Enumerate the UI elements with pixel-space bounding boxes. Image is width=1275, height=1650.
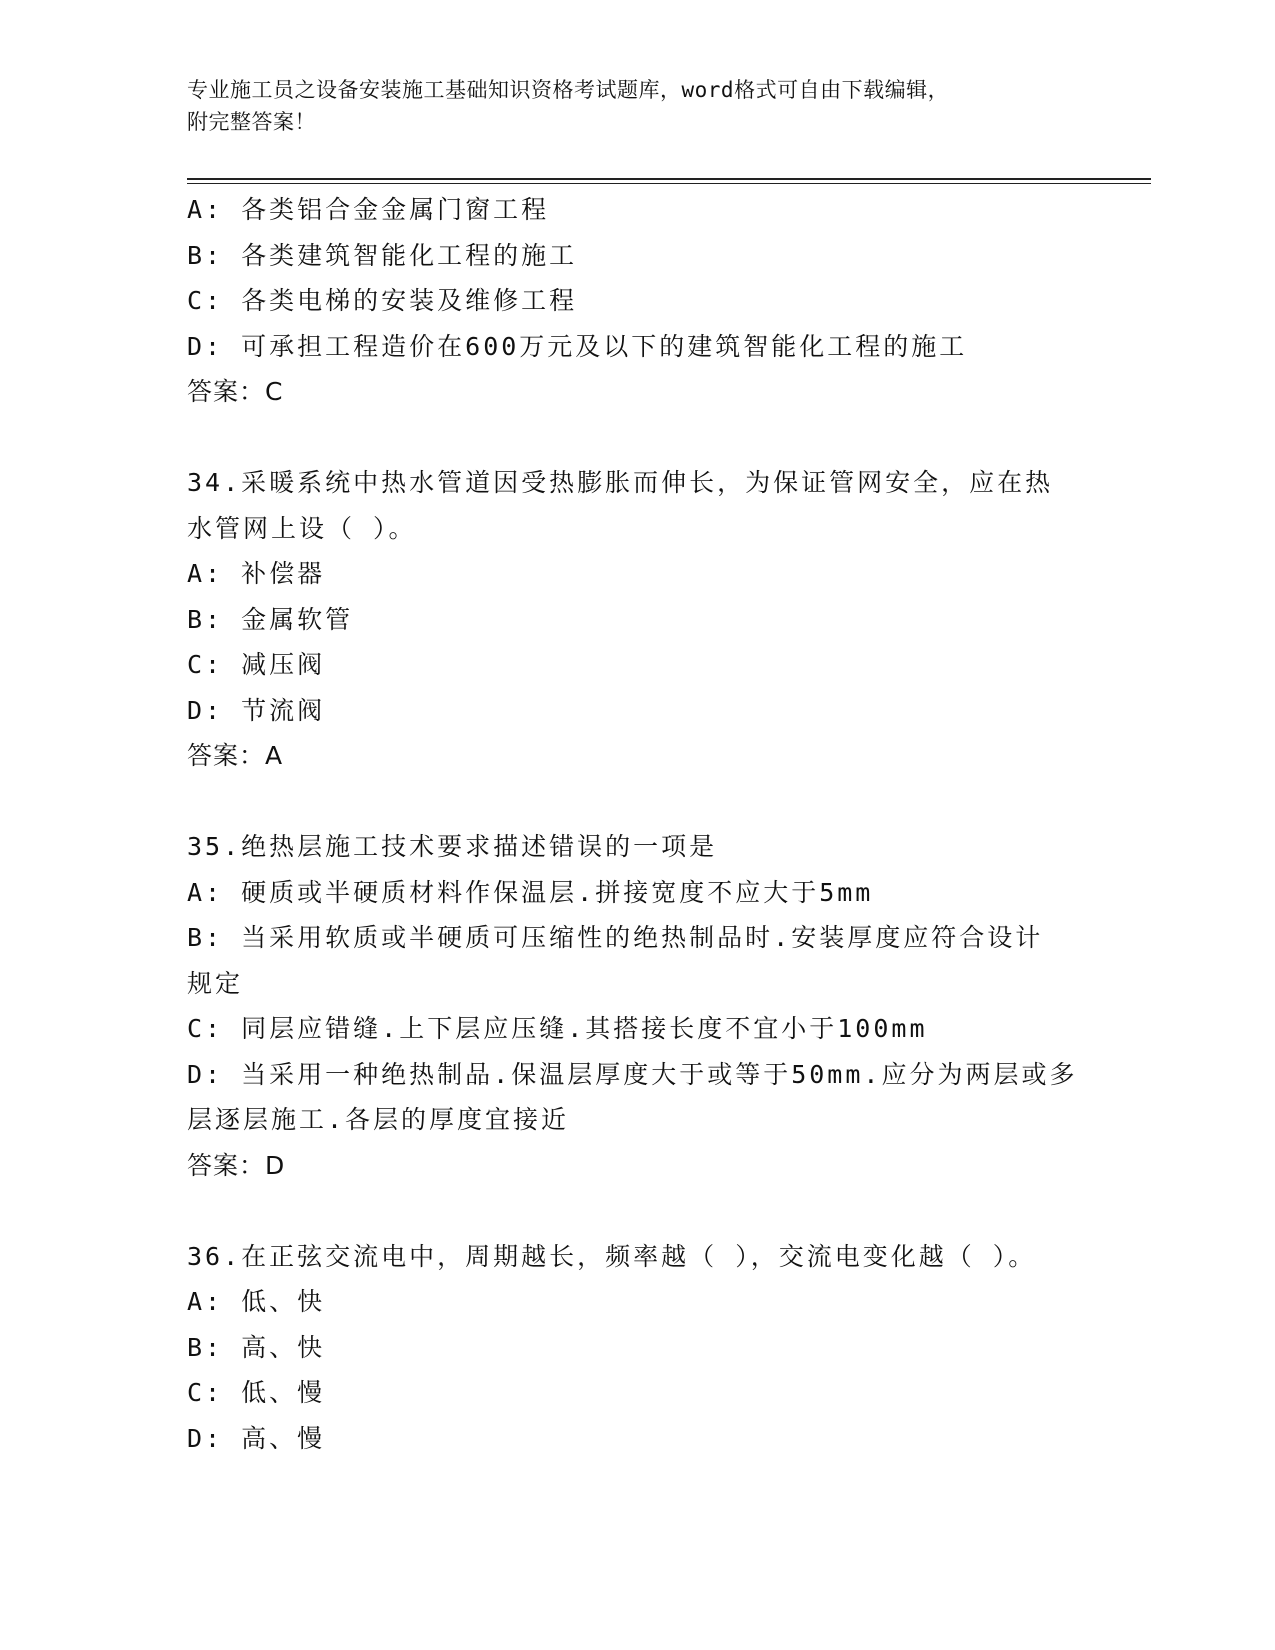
option-a: A: 硬质或半硬质材料作保温层.拼接宽度不应大于5mm <box>187 877 874 907</box>
question-36 <box>187 1234 1087 1462</box>
question-content <box>187 187 1087 1461</box>
option-a: A: 各类铝合金金属门窗工程 <box>187 195 550 224</box>
header-rule-thick <box>187 178 1151 180</box>
option-b: B: 金属软管 <box>187 604 354 634</box>
spacer <box>187 415 1087 461</box>
option-d-line-2: 层逐层施工.各层的厚度宜接近 <box>187 1105 570 1134</box>
question-stem-line-1: 34.采暖系统中热水管道因受热膨胀而伸长，为保证管网安全，应在热 <box>187 468 1054 497</box>
answer-line: 答案：D <box>187 1150 286 1180</box>
option-a: A: 低、快 <box>187 1287 326 1316</box>
question-35 <box>187 824 1087 1188</box>
option-c: C: 减压阀 <box>187 650 326 679</box>
question-stem: 36.在正弦交流电中，周期越长，频率越（ ），交流电变化越（ ）。 <box>187 1241 1037 1271</box>
answer-line: 答案：A <box>187 741 284 770</box>
header-rule-thin <box>187 183 1151 184</box>
option-b-line-2: 规定 <box>187 968 244 998</box>
option-d-line-1: D: 当采用一种绝热制品.保温层厚度大于或等于50mm.应分为两层或多 <box>187 1059 1078 1089</box>
spacer <box>187 1188 1087 1234</box>
option-c: C: 低、慢 <box>187 1378 326 1407</box>
option-d: D: 节流阀 <box>187 695 326 725</box>
question-34 <box>187 460 1087 779</box>
option-a: A: 补偿器 <box>187 559 326 588</box>
option-c: C: 同层应错缝.上下层应压缝.其搭接长度不宜小于100mm <box>187 1014 928 1043</box>
header-line-1: 专业施工员之设备安装施工基础知识资格考试题库，word格式可自由下载编辑， <box>187 78 950 102</box>
option-d: D: 可承担工程造价在600万元及以下的建筑智能化工程的施工 <box>187 331 968 361</box>
question-33 <box>187 187 1087 415</box>
option-b-line-1: B: 当采用软质或半硬质可压缩性的绝热制品时.安装厚度应符合设计 <box>187 923 1044 952</box>
document-header <box>187 74 1087 138</box>
spacer <box>187 779 1087 825</box>
option-c: C: 各类电梯的安装及维修工程 <box>187 286 578 315</box>
header-line-2: 附完整答案！ <box>187 110 316 134</box>
option-d: D: 高、慢 <box>187 1423 326 1453</box>
answer-line: 答案：C <box>187 377 284 406</box>
question-stem-line-2: 水管网上设（ ）。 <box>187 513 417 543</box>
question-stem: 35.绝热层施工技术要求描述错误的一项是 <box>187 832 718 861</box>
option-b: B: 各类建筑智能化工程的施工 <box>187 240 578 270</box>
option-b: B: 高、快 <box>187 1332 326 1362</box>
